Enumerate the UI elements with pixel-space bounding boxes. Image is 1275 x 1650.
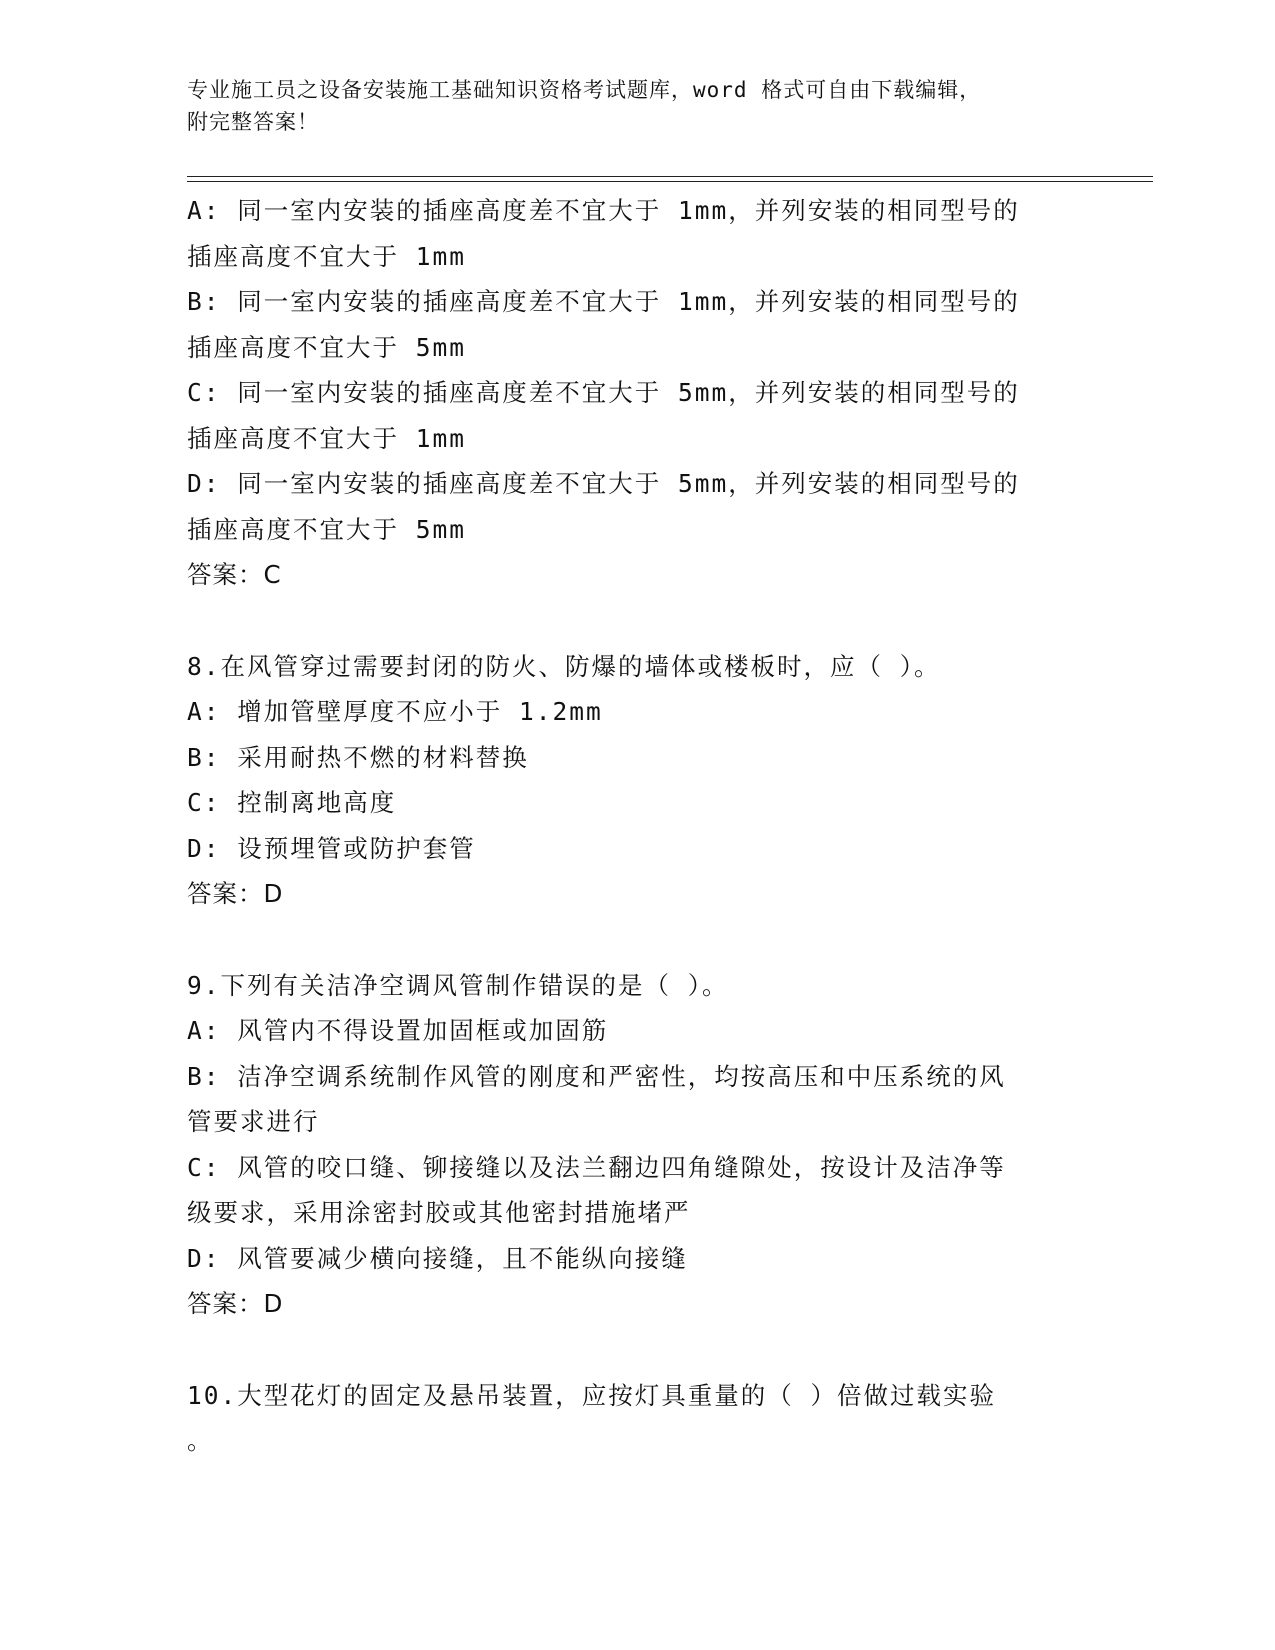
question-8 xyxy=(187,644,1087,917)
q7-option-b-line1: B: 同一室内安装的插座高度差不宜大于 1mm，并列安装的相同型号的 xyxy=(187,287,1020,316)
document-header xyxy=(187,74,1067,138)
header-line-1: 专业施工员之设备安装施工基础知识资格考试题库，word 格式可自由下载编辑， xyxy=(187,78,982,102)
q9-option-d: D: 风管要减少横向接缝，且不能纵向接缝 xyxy=(187,1243,688,1273)
section-gap xyxy=(187,917,1087,963)
q8-option-c: C: 控制离地高度 xyxy=(187,788,397,817)
q9-option-a: A: 风管内不得设置加固框或加固筋 xyxy=(187,1016,609,1045)
q7-answer: 答案：C xyxy=(187,560,282,589)
q9-option-b-line1: B: 洁净空调系统制作风管的刚度和严密性，均按高压和中压系统的风 xyxy=(187,1061,1006,1091)
q7-option-d-line1: D: 同一室内安装的插座高度差不宜大于 5mm，并列安装的相同型号的 xyxy=(187,469,1020,498)
question-7 xyxy=(187,188,1087,598)
q10-question-line2: 。 xyxy=(187,1426,214,1455)
q8-question: 8.在风管穿过需要封闭的防火、防爆的墙体或楼板时，应（ ）。 xyxy=(187,651,941,681)
q7-option-b-line2: 插座高度不宜大于 5mm xyxy=(187,332,467,362)
q9-option-c-line1: C: 风管的咬口缝、铆接缝以及法兰翻边四角缝隙处，按设计及洁净等 xyxy=(187,1152,1006,1182)
q7-option-a-line1: A: 同一室内安装的插座高度差不宜大于 1mm，并列安装的相同型号的 xyxy=(187,196,1020,225)
q9-option-b-line2: 管要求进行 xyxy=(187,1107,320,1136)
header-divider-top xyxy=(187,176,1153,177)
q10-question-line1: 10.大型花灯的固定及悬吊装置，应按灯具重量的（ ）倍做过载实验 xyxy=(187,1380,996,1410)
header-divider-bottom xyxy=(187,181,1153,182)
q9-option-c-line2: 级要求，采用涂密封胶或其他密封措施堵严 xyxy=(187,1198,691,1227)
q9-answer: 答案：D xyxy=(187,1289,284,1318)
q7-option-c-line1: C: 同一室内安装的插座高度差不宜大于 5mm，并列安装的相同型号的 xyxy=(187,378,1020,407)
q7-option-a-line2: 插座高度不宜大于 1mm xyxy=(187,241,467,271)
q7-option-c-line2: 插座高度不宜大于 1mm xyxy=(187,423,467,453)
section-gap xyxy=(187,1327,1087,1373)
q8-option-a: A: 增加管壁厚度不应小于 1.2mm xyxy=(187,697,603,726)
header-line-2: 附完整答案！ xyxy=(187,110,319,134)
q8-answer: 答案：D xyxy=(187,879,284,908)
q8-option-b: B: 采用耐热不燃的材料替换 xyxy=(187,742,529,772)
question-10 xyxy=(187,1373,1087,1464)
question-9 xyxy=(187,963,1087,1327)
q9-question: 9.下列有关洁净空调风管制作错误的是（ ）。 xyxy=(187,970,729,1000)
question-body xyxy=(187,188,1087,1464)
section-gap xyxy=(187,598,1087,644)
q7-option-d-line2: 插座高度不宜大于 5mm xyxy=(187,514,467,544)
q8-option-d: D: 设预埋管或防护套管 xyxy=(187,833,476,863)
